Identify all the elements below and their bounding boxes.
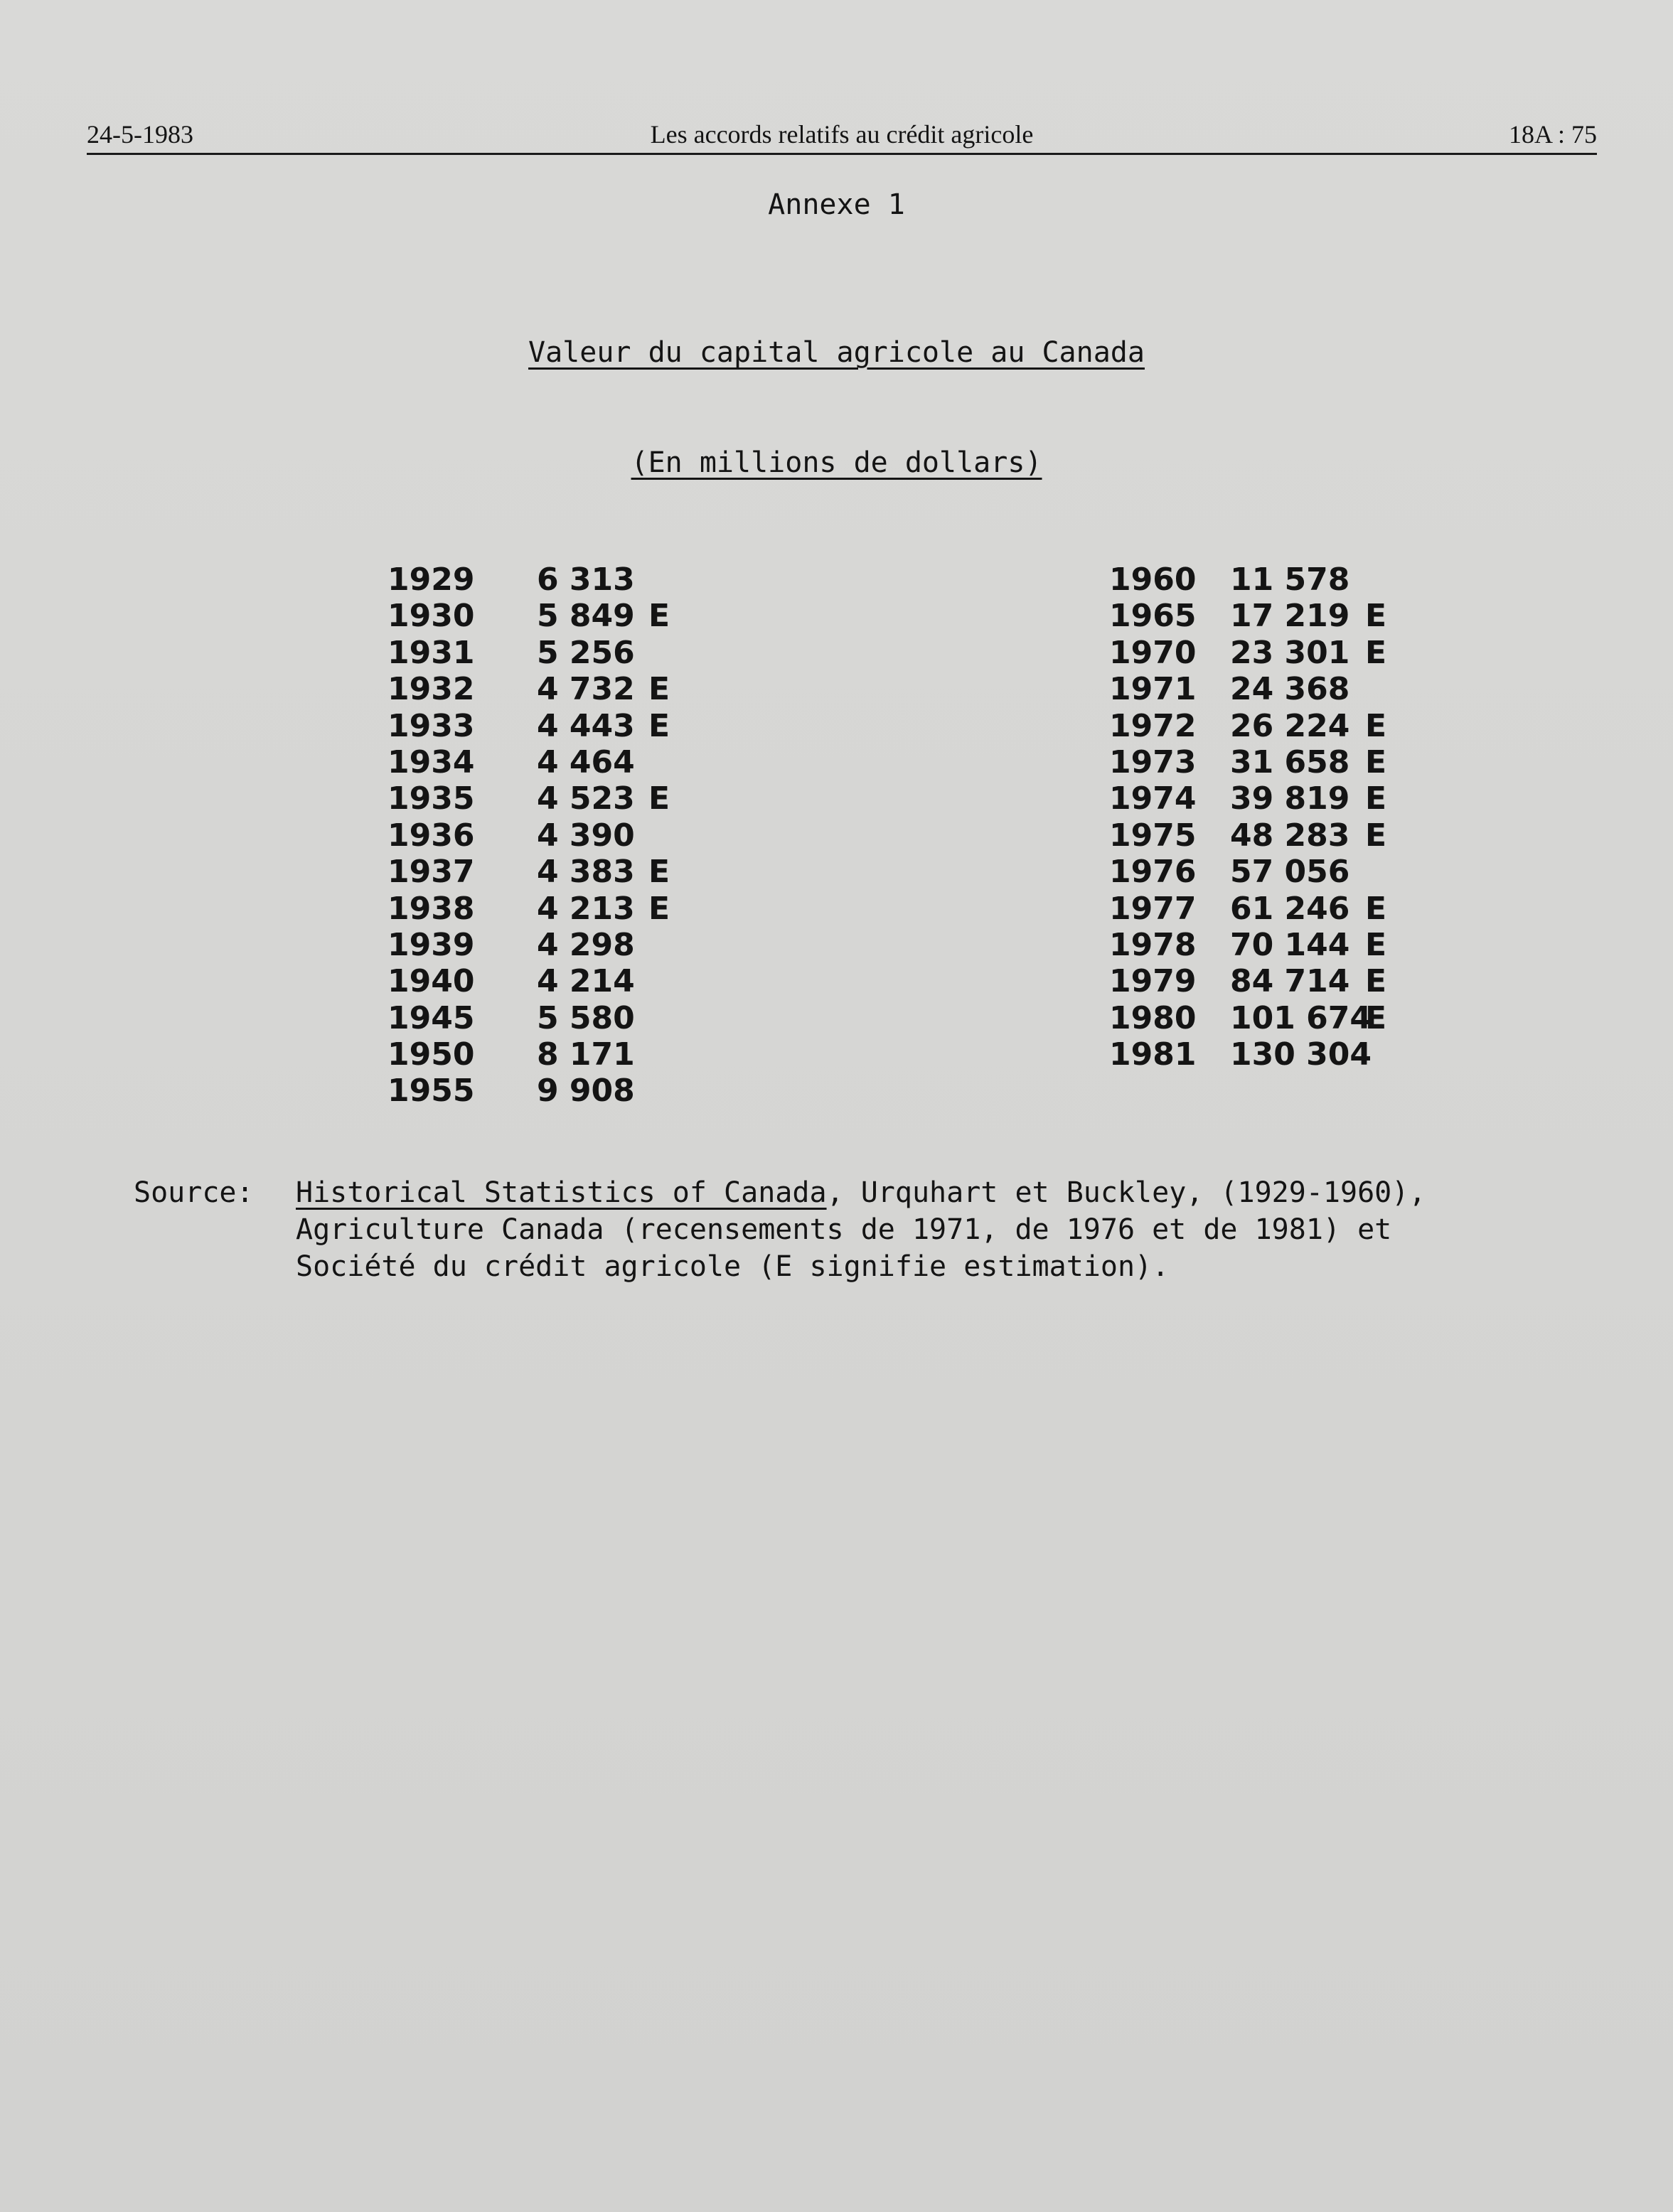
table-row [1109, 780, 1408, 817]
year-cell: 1950 [387, 1036, 475, 1073]
header-title: Les accords relatifs au crédit agricole [650, 120, 1034, 149]
table-row [1109, 598, 1408, 634]
table-title-text: Valeur du capital agricole au Canada [528, 336, 1145, 369]
table-row [387, 963, 686, 999]
year-cell: 1930 [387, 598, 475, 635]
table-row [387, 671, 686, 707]
table-title [0, 336, 1673, 369]
year-cell: 1975 [1109, 817, 1197, 854]
year-cell: 1976 [1109, 854, 1197, 891]
year-cell: 1936 [387, 817, 475, 854]
year-cell: 1960 [1109, 562, 1197, 598]
table-row [387, 1000, 686, 1036]
value-cell: 4 390 [537, 817, 635, 854]
estimate-flag: E [1365, 999, 1387, 1036]
page-header [87, 114, 1597, 156]
year-cell: 1939 [387, 926, 475, 963]
value-cell: 84 714 [1230, 963, 1350, 1000]
value-cell: 4 214 [537, 963, 635, 1000]
value-cell: 31 658 [1230, 743, 1350, 780]
source-title-ref: Historical Statistics of Canada [296, 1176, 827, 1209]
year-cell: 1945 [387, 999, 475, 1036]
value-cell: 101 674 [1230, 999, 1372, 1036]
value-cell: 5 580 [537, 999, 635, 1036]
estimate-flag: E [1365, 743, 1387, 780]
year-cell: 1977 [1109, 890, 1197, 927]
estimate-flag: E [648, 780, 670, 817]
year-cell: 1974 [1109, 780, 1197, 817]
table-row [1109, 891, 1408, 927]
year-cell: 1955 [387, 1073, 475, 1110]
table-row [387, 598, 686, 634]
estimate-flag: E [1365, 926, 1387, 963]
value-cell: 26 224 [1230, 707, 1350, 744]
year-cell: 1972 [1109, 707, 1197, 744]
table-row [1109, 744, 1408, 780]
left-data-column [387, 562, 686, 1110]
table-row [1109, 562, 1408, 598]
right-data-column [1109, 562, 1408, 1073]
table-row [387, 1036, 686, 1073]
value-cell: 4 464 [537, 743, 635, 780]
source-line-1-rest: , Urquhart et Buckley, (1929-1960), [826, 1176, 1426, 1209]
estimate-flag: E [1365, 634, 1387, 671]
year-cell: 1965 [1109, 598, 1197, 635]
table-row [1109, 635, 1408, 671]
table-row [1109, 963, 1408, 999]
source-line-2: Agriculture Canada (recensements de 1971, de 1976 et de 1981) et [296, 1213, 1392, 1246]
value-cell: 4 298 [537, 926, 635, 963]
table-row [387, 891, 686, 927]
value-cell: 4 443 [537, 707, 635, 744]
value-cell: 4 732 [537, 671, 635, 708]
table-row [1109, 708, 1408, 744]
table-row [387, 744, 686, 780]
source-line-1 [296, 1174, 1611, 1211]
table-row [1109, 671, 1408, 707]
year-cell: 1931 [387, 634, 475, 671]
year-cell: 1970 [1109, 634, 1197, 671]
table-row [1109, 927, 1408, 963]
year-cell: 1933 [387, 707, 475, 744]
value-cell: 5 849 [537, 598, 635, 635]
value-cell: 70 144 [1230, 926, 1350, 963]
table-unit [0, 446, 1673, 479]
value-cell: 11 578 [1230, 562, 1350, 598]
value-cell: 8 171 [537, 1036, 635, 1073]
year-cell: 1940 [387, 963, 475, 1000]
table-row [387, 1073, 686, 1109]
estimate-flag: E [1365, 707, 1387, 744]
year-cell: 1979 [1109, 963, 1197, 1000]
source-label: Source: [134, 1176, 254, 1209]
annex-label: Annexe 1 [768, 188, 905, 221]
header-date: 24-5-1983 [87, 120, 193, 149]
year-cell: 1934 [387, 743, 475, 780]
year-cell: 1935 [387, 780, 475, 817]
table-row [1109, 817, 1408, 854]
year-cell: 1971 [1109, 671, 1197, 708]
estimate-flag: E [648, 598, 670, 635]
value-cell: 39 819 [1230, 780, 1350, 817]
table-row [387, 635, 686, 671]
year-cell: 1980 [1109, 999, 1197, 1036]
estimate-flag: E [648, 707, 670, 744]
table-row [387, 562, 686, 598]
table-row [387, 708, 686, 744]
table-row [1109, 1000, 1408, 1036]
value-cell: 9 908 [537, 1073, 635, 1110]
estimate-flag: E [1365, 890, 1387, 927]
year-cell: 1981 [1109, 1036, 1197, 1073]
value-cell: 6 313 [537, 562, 635, 598]
estimate-flag: E [1365, 598, 1387, 635]
estimate-flag: E [648, 890, 670, 927]
estimate-flag: E [1365, 817, 1387, 854]
year-cell: 1978 [1109, 926, 1197, 963]
value-cell: 5 256 [537, 634, 635, 671]
year-cell: 1937 [387, 854, 475, 891]
year-cell: 1973 [1109, 743, 1197, 780]
table-row [387, 780, 686, 817]
value-cell: 23 301 [1230, 634, 1350, 671]
year-cell: 1929 [387, 562, 475, 598]
value-cell: 4 213 [537, 890, 635, 927]
header-rule [87, 153, 1597, 155]
value-cell: 57 056 [1230, 854, 1350, 891]
value-cell: 48 283 [1230, 817, 1350, 854]
table-row [387, 854, 686, 890]
estimate-flag: E [1365, 963, 1387, 1000]
value-cell: 4 383 [537, 854, 635, 891]
table-unit-text: (En millions de dollars) [631, 446, 1042, 479]
value-cell: 17 219 [1230, 598, 1350, 635]
estimate-flag: E [648, 671, 670, 708]
table-row [1109, 1036, 1408, 1073]
estimate-flag: E [1365, 780, 1387, 817]
value-cell: 61 246 [1230, 890, 1350, 927]
header-page-number: 18A : 75 [1508, 120, 1597, 149]
source-text [296, 1174, 1611, 1285]
table-row [387, 817, 686, 854]
value-cell: 130 304 [1230, 1036, 1372, 1073]
value-cell: 24 368 [1230, 671, 1350, 708]
source-line-3: Société du crédit agricole (E signifie estimation). [296, 1250, 1170, 1283]
table-row [387, 927, 686, 963]
year-cell: 1932 [387, 671, 475, 708]
year-cell: 1938 [387, 890, 475, 927]
estimate-flag: E [648, 854, 670, 891]
table-row [1109, 854, 1408, 890]
value-cell: 4 523 [537, 780, 635, 817]
